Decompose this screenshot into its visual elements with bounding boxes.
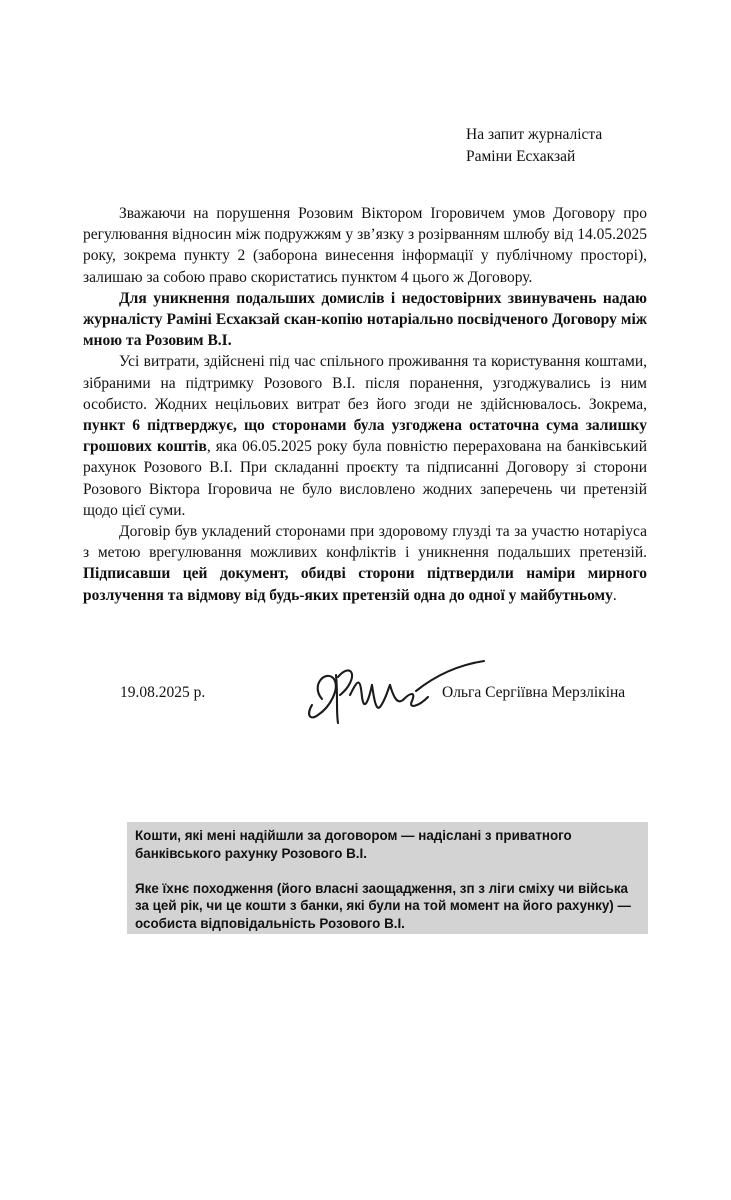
paragraph-4-text-a: Договір був укладений сторонами при здоровому глузді та за участю нотаріуса з метою врегулювання можливих конфліктів і уникнення подальших претензій. — [83, 523, 647, 562]
highlighted-note — [127, 822, 648, 934]
paragraph-4-text-b: . — [612, 586, 617, 604]
document-date: 19.08.2025 р. — [120, 684, 206, 701]
paragraph-3-bold-text: пункт 6 підтверджує, що сторонами була узгоджена остаточна сума залишку грошових коштів — [83, 417, 647, 456]
paragraph-3 — [83, 351, 647, 521]
note-paragraph-2: Яке їхнє походження (його власні заощадження, зп з ліги сміху чи війська за цей рік, чи це кошти з банки, які були на той момент на його рахунку) — особиста відповідальність Розового В.І. — [135, 880, 631, 931]
note-paragraph-1: Кошти, які мені надійшли за договором — надіслані з приватного банківського рахунку Розового В.І. — [135, 828, 572, 861]
addressee-line-2: Раміни Есхакзай — [466, 148, 576, 165]
addressee-line-1: На запит журналіста — [466, 126, 603, 143]
paragraph-3-text-b: , яка 06.05.2025 року була повністю перерахована на банківський рахунок Розового В.І. При складанні проєкту та підписанні Договору зі сторони Розового Віктора Ігоровича не було висловлено жодних заперечень чи претензій щодо цієї суми. — [83, 438, 647, 519]
letter-body — [83, 203, 647, 606]
paragraph-3-text-a: Усі витрати, здійснені під час спільного проживання та користування коштами, зібраними на підтримку Розового В.І. після поранення, узгоджувались із ним особисто. Жодних нецільових витрат без його згоди не здійснювалось. Зокрема, — [83, 353, 647, 413]
signer-name: Ольга Сергіївна Мерзлікіна — [442, 684, 626, 701]
paragraph-2 — [83, 288, 647, 352]
paragraph-1-text: Зважаючи на порушення Розовим Віктором Ігоровичем умов Договору про регулювання відносин між подружжям у зв’язку з розірванням шлюбу від 14.05.2025 року, зокрема пункту 2 (заборона винесення інформації у публічному просторі), залишаю за собою право скористатись пунктом 4 цього ж Договору. — [83, 205, 647, 286]
paragraph-4-bold-text: Підписавши цей документ, обидві сторони підтвердили наміри мирного розлучення та відмову від будь-яких претензій одна до одної у майбутньому — [83, 565, 647, 604]
paragraph-4 — [83, 521, 647, 606]
addressee-block — [466, 124, 602, 168]
paragraph-1 — [83, 203, 647, 288]
paragraph-2-bold-text: Для уникнення подальших домислів і недостовірних звинувачень надаю журналісту Раміні Есхакзай скан-копію нотаріально посвідченого Договору між мною та Розовим В.І. — [83, 289, 647, 350]
